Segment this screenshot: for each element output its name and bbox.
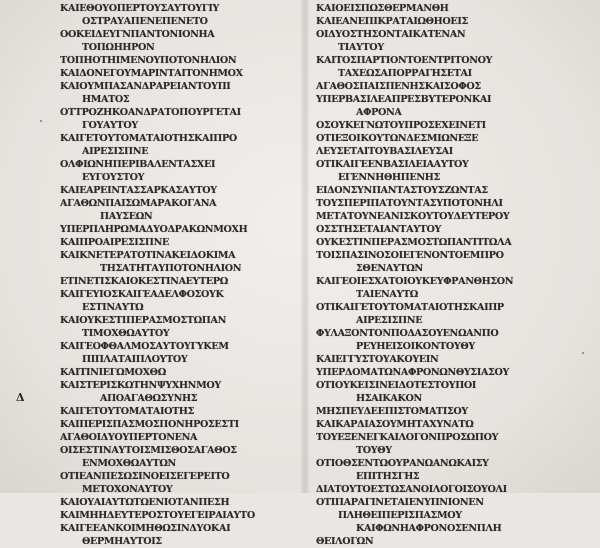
text-line: ΚΑΙΕΑΡΕΙΝΤΑΣΣΑΡΚΑΣΑΥΤΟΥ [60, 185, 217, 196]
text-line: ΤΗΣΑΤΗΤΑΥΠΟΤΟΝΗΛΙΟΝ [100, 263, 242, 274]
text-line: ΚΑΙΓΕΕΑΝΚΟΙΜΗΘΩΣΙΝΔΥΟΚΑΙ [60, 523, 231, 534]
text-line: ΑΦΡΟΝΑ [356, 107, 402, 118]
text-line: ΘΕΡΜΗΑΥΤΟΙΣ [82, 536, 162, 547]
right-text-column [316, 2, 578, 548]
text-line: ΤΟΠΩΗΗΡΟΝ [82, 42, 155, 53]
text-line: ΤΙΜΟΧΘΩΑΥΤΟΥ [82, 328, 170, 339]
text-line: ΚΑΙΓΕΥΙΟΣΚΑΙΓΕΑΔΕΛΦΟΣΟΥΚ [60, 289, 224, 300]
text-line: ΑΓΑΘΟΣΠΑΙΣΠΕΝΗΣΚΑΙΣΟΦΟΣ [316, 81, 481, 92]
text-line: ΤΑΙΕΝΑΥΤΩ [356, 289, 418, 300]
text-line: ΗΣΑΙΚΑΚΟΝ [356, 393, 422, 404]
text-line: ΚΑΙΠΡΟΑΙΡΕΣΙΣΠΝΕ [60, 237, 169, 248]
text-line: ΑΙΡΕΣΙΣΠΝΕ [356, 315, 423, 326]
page-gutter [301, 0, 309, 493]
text-line: ΤΙΑΥΤΟΥ [338, 42, 384, 53]
text-line: ΜΕΤΑΤΟΥΝΕΑΝΙΣΚΟΥΤΟΥΔΕΥΤΕΡΟΥ [316, 211, 510, 222]
text-line: ΚΑΙΚΝΕΤΕΡΑΤΟΤΙΝΑΚΕΙΔΟΚΙΜΑ [60, 250, 236, 261]
text-line: ΕΤΙΝΕΤΙΣΚΑΙΟΚΕΣΤΙΝΑΕΥΤΕΡΩ [60, 276, 228, 287]
text-line: ΤΟΠΗΟΤΗΙΜΕΝΟΥΠΟΤΟΝΗΛΙΟΝ [60, 55, 237, 66]
text-line: ΕΥΓΟΥΣΤΟΥ [82, 172, 145, 183]
text-line: ΟΣΟΥΚΕΓΝΩΤΟΥΠΡΟΣΕΧΕΙΝΕΤΙ [316, 120, 486, 131]
text-line: ΠΛΗΘΕΙΠΕΡΙΣΠΑΣΜΟΥ [338, 510, 462, 521]
text-line: ΚΑΙΜΗΗΔΕΥΤΕΡΟΣΤΟΥΕΓΕΙΡΑΙΑΥΤΟ [60, 510, 255, 521]
text-line: ΚΑΙΕΑΝΕΠΙΚΡΑΤΑΙΩΘΗΟΕΙΣ [316, 16, 468, 27]
text-line: ΟΤΤΡΟΖΗΚΟΑΝΔΡΑΤΟΠΟΥΡΓΕΤΑΙ [60, 107, 241, 118]
text-line: ΥΠΕΡΒΑΣΙΛΕΑΠΡΕΣΒΥΤΕΡΟΝΚΑΙ [316, 94, 492, 105]
text-line: ΟΣΤΡΑΥΑΠΕΝΕΠΕΝΕΤΟ [82, 16, 208, 27]
text-line: ΤΟΥΕΞΕΝΕΓΚΑΙΛΟΓΟΝΠΡΟΣΩΠΟΥ [316, 432, 499, 443]
text-line: ΚΑΙΟΥΜΠΑΣΑΝΔΡΑΡΕΙΑΝΤΟΥΠΙ [60, 81, 231, 92]
left-text-column [60, 2, 300, 548]
text-line: ΚΑΙΤΟΣΠΑΡΤΙΟΝΤΟΕΝΤΡΙΤΟΝΟΥ [316, 55, 493, 66]
text-line: ΚΑΙΓΕΤΟΥΤΟΜΑΤΑΙΟΤΗΣΚΑΙΠΡΟ [60, 133, 237, 144]
text-line: ΓΟΥΑΥΤΟΥ [82, 120, 138, 131]
text-line: ΚΑΙΟΕΙΣΠΩΣΘΕΡΜΑΝΘΗ [316, 3, 449, 14]
text-line: ΚΑΙΕΓΓΥΣΤΟΥΑΚΟΥΕΙΝ [316, 354, 439, 365]
text-line: ΤΟΥΘΥ [356, 445, 392, 456]
text-line: ΥΠΕΡΔΟΜΑΤΩΝΑΦΡΟΝΩΝΘΥΣΙΑΣΟΥ [316, 367, 510, 378]
text-line: ΚΑΙΣΤΕΡΙΣΚΩΤΗΝΨΥΧΗΝΜΟΥ [60, 380, 221, 391]
text-line: ΟΟΚΕΙΔΕΥΓΝΠΑΝΤΟΝΙΟΝΗΑ [60, 29, 215, 40]
text-line: ΔΙΑΤΟΥΤΟΕΣΤΩΣΑΝΟΙΛΟΓΟΙΣΟΥΟΛΙ [316, 484, 507, 495]
text-line: ΦΥΛΑΞΟΝΤΟΝΠΟΔΑΣΟΥΕΝΩΑΝΠΟ [316, 328, 499, 339]
text-line: ΑΓΑΘΩΝΠΑΙΣΩΜΑΡΑΚΟΓΑΝΑ [60, 198, 217, 209]
text-line: ΑΙΡΕΣΙΣΠΝΕ [82, 146, 149, 157]
text-line: ΟΤΙΠΑΡΑΓΙΝΕΤΑΙΕΝΥΠΝΙΟΝΕΝ [316, 497, 484, 508]
ink-speck [582, 352, 584, 354]
text-line: ΤΑΧΕΩΣΑΠΟΡΡΑΓΗΣΕΤΑΙ [338, 68, 472, 79]
text-line: ΕΝΜΟΧΘΩΑΥΤΩΝ [82, 458, 176, 469]
text-line: ΕΠΙΤΗΣΓΗΣ [356, 471, 420, 482]
text-line: ΚΑΙΚΑΡΔΙΑΣΟΥΜΗΤΑΧΥΝΑΤΩ [316, 419, 474, 430]
text-line: ΟΤΙΕΑΝΠΕΣΩΣΙΝΟΕΙΣΕΓΕΡΕΙΤΟ [60, 471, 230, 482]
text-line: ΕΣΤΙΝΑΥΤΩ [82, 302, 144, 313]
text-line: ΚΑΙΟΥΚΕΣΤΙΠΕΡΑΣΜΟΣΤΩΠΑΝ [60, 315, 227, 326]
text-line: ΚΑΙΦΩΝΗΑΦΡΟΝΟΣΕΝΠΛΗ [356, 523, 502, 534]
text-line: ΜΗΣΠΕΥΔΕΕΠΙΣΤΟΜΑΤΙΣΟΥ [316, 406, 468, 417]
text-line: ΕΓΕΝΝΗΘΗΠΕΝΗΣ [338, 172, 440, 183]
text-line: ΟΥΚΕΣΤΙΝΠΕΡΑΣΜΟΣΤΩΠΑΝΤΙΤΩΛΑ [316, 237, 512, 248]
text-line: ΛΕΥΣΕΤΑΙΤΟΥΒΑΣΙΛΕΥΣΑΙ [316, 146, 453, 157]
text-line: ΟΤΙΚΑΙΓΕΤΟΥΤΟΜΑΤΑΙΟΤΗΣΚΑΙΠΡ [316, 302, 504, 313]
text-line: ΚΑΙΔΟΝΕΓΟΥΜΑΡΙΝΤΑΙΤΟΝΗΜΟΧ [60, 68, 243, 79]
text-line: ΟΤΙΚΑΙΓΕΕΝΒΑΣΙΛΕΙΑΑΥΤΟΥ [316, 159, 469, 170]
text-line: ΡΕΥΗΕΙΣΟΙΚΟΝΤΟΥΘΥ [356, 341, 475, 352]
text-line: ΘΕΙΛΟΓΩΝ [316, 536, 374, 547]
text-line: ΜΕΤΟΧΟΝΑΥΤΟΥ [82, 484, 173, 495]
text-line: ΑΓΑΘΟΙΔΥΟΥΠΕΡΤΟΝΕΝΑ [60, 432, 198, 443]
text-line: ΚΑΙΟΥΑΙΑΥΤΩΤΩΕΝΙΟΤΑΝΠΕΣΗ [60, 497, 230, 508]
text-line: ΚΑΙΓΕΟΙΕΣΧΑΤΟΙΟΥΚΕΥΦΡΑΝΘΗΣΟΝ [316, 276, 514, 287]
text-line: ΚΑΙΤΙΝΙΕΓΩΜΟΧΘΩ [60, 367, 166, 378]
text-line: ΟΙΣΕΣΤΙΝΑΥΤΟΙΣΜΙΣΘΟΣΑΓΑΘΟΣ [60, 445, 237, 456]
ink-speck [40, 120, 42, 122]
text-line: ΕΙΔΟΝΣΥΝΠΑΝΤΑΣΤΟΥΣΖΩΝΤΑΣ [316, 185, 488, 196]
text-line: ΚΑΙΠΕΡΙΣΠΑΣΜΟΣΠΟΝΗΡΟΣΕΣΤΙ [60, 419, 239, 430]
text-line: ΥΠΕΡΠΛΗΡΩΜΑΔΥΟΔΡΑΚΩΝΜΟΧΗ [60, 224, 248, 235]
text-line: ΚΑΙΕΘΟΥΟΠΕΡΤΟΥΣΑΥΤΟΥΓΙΥ [60, 3, 219, 14]
text-line: ΟΤΙΕΞΟΙΚΟΥΤΩΝΔΕΣΜΙΩΝΕΞΕ [316, 133, 479, 144]
text-line: ΠΙΠΛΑΤΑΙΠΛΟΥΤΟΥ [82, 354, 188, 365]
text-line: ΠΑΥΣΕΩΝ [100, 211, 153, 222]
text-line: ΚΑΙΓΕΟΦΘΑΛΜΟΣΑΥΤΟΥΓΥΚΕΜ [60, 341, 229, 352]
text-line: ΟΤΙΟΥΚΕΙΣΙΝΕΙΔΟΤΕΣΤΟΥΠΟΙ [316, 380, 477, 391]
text-line: ΟΛΦΙΩΝΗΠΕΡΙΒΑΛΕΝΤΑΣΧΕΙ [60, 159, 216, 170]
text-line: ΤΟΙΣΠΑΣΙΝΟΣΟΙΕΓΕΝΟΝΤΟΕΜΠΡΟ [316, 250, 504, 261]
text-line: ΑΠΟΑΓΑΘΩΣΥΝΗΣ [100, 393, 198, 404]
text-line: ΟΣΣΤΗΣΕΤΑΙΑΝΤΑΥΤΟΥ [316, 224, 441, 235]
margin-mark: Δ [16, 391, 25, 404]
text-line: ΟΤΙΟΘΣΕΝΤΩΟΥΡΑΝΩΑΝΩΚΑΙΣΥ [316, 458, 489, 469]
text-line: ΗΜΑΤΟΣ [82, 94, 130, 105]
text-line: ΤΟΥΣΠΕΡΙΠΑΤΟΥΝΤΑΣΥΠΟΤΟΝΗΛΙ [316, 198, 503, 209]
text-line: ΟΙΔΥΟΣΤΗΣΟΝΤΑΙΚΑΤΕΝΑΝ [316, 29, 466, 40]
text-line: ΣΘΕΝΑΥΤΩΝ [356, 263, 423, 274]
text-line: ΚΑΙΓΕΤΟΥΤΟΜΑΤΑΙΟΤΗΣ [60, 406, 195, 417]
